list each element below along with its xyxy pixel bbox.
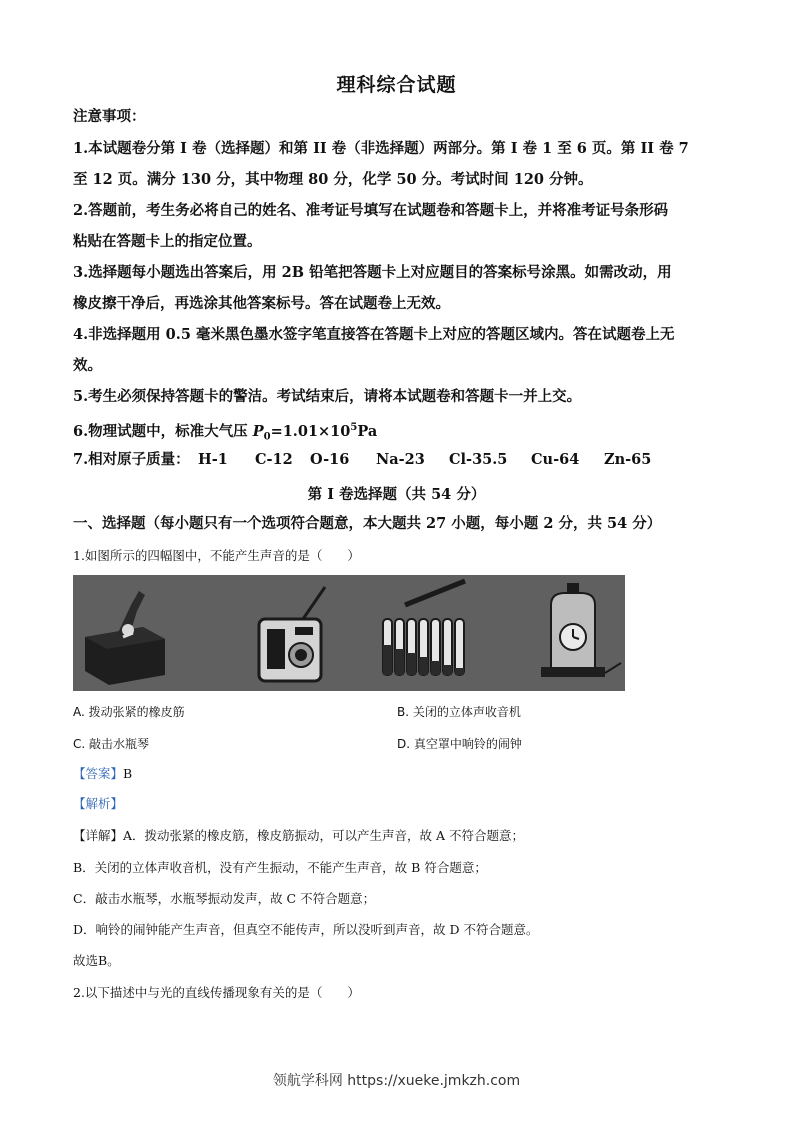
notice-item-7: [73, 450, 651, 470]
notice-item-2-line-1: 2.答题前，考生务必将自己的姓名、准考证号填写在试题卷和答题卡上，并将准考证号条形码: [73, 202, 669, 219]
pressure-subscript: 0: [263, 431, 271, 443]
item6-prefix: 6.物理试题中，标准大气压: [73, 422, 253, 440]
atom-mass: Na-23: [376, 451, 425, 468]
answer-label: 【答案】: [73, 766, 124, 781]
detail-line-3: C．敲击水瓶琴，水瓶琴振动发声，故 C 不符合题意；: [73, 891, 376, 906]
detail-line-1: 【详解】A．拨动张紧的橡皮筋，橡皮筋振动，可以产生声音，故 A 不符合题意；: [73, 828, 525, 843]
atom-mass: O-16: [310, 451, 350, 468]
answer-line: [73, 765, 132, 783]
atom-mass: Cu-64: [531, 451, 580, 468]
figure-illustration: [73, 575, 625, 691]
notice-item-5: 5.考生必须保持答题卡的警洁。考试结束后，请将本试题卷和答题卡一并上交。: [73, 388, 582, 405]
option-a: A. 拨动张紧的橡皮筋: [73, 705, 185, 719]
atom-mass: Cl-35.5: [449, 451, 508, 468]
notice-item-4-line-2: 效。: [73, 357, 102, 374]
analysis-label: 【解析】: [73, 796, 124, 811]
atomic-mass-label: 7.相对原子质量：: [73, 451, 190, 468]
notice-item-2-line-2: 粘贴在答题卡上的指定位置。: [73, 233, 262, 250]
question-1-stem: 1.如图所示的四幅图中，不能产生声音的是（ ）: [73, 548, 360, 563]
question-2-stem: 2.以下描述中与光的直线传播现象有关的是（ ）: [73, 985, 360, 1000]
atom-mass: C-12: [255, 451, 293, 468]
section-title: 第 I 卷选择题（共 54 分）: [307, 486, 486, 503]
notice-item-1-line-1: 1.本试题卷分第 I 卷（选择题）和第 II 卷（非选择题）两部分。第 I 卷 1 至 6 页。第 II 卷 7: [73, 140, 689, 157]
option-c: C. 敲击水瓶琴: [73, 737, 150, 751]
notice-heading: 注意事项：: [73, 108, 146, 125]
atom-mass: Zn-65: [604, 451, 652, 468]
option-d: D. 真空罩中响铃的闹钟: [397, 737, 522, 751]
pressure-exponent: 5: [350, 422, 358, 433]
atom-mass: H-1: [198, 451, 228, 468]
notice-item-4-line-1: 4.非选择题用 0.5 毫米黑色墨水签字笔直接答在答题卡上对应的答题区域内。答在试题卷上无: [73, 326, 675, 343]
pressure-unit: Pa: [357, 422, 378, 440]
pressure-symbol: P: [252, 422, 264, 440]
conclusion: 故选B。: [73, 953, 120, 968]
notice-item-1-line-2: 至 12 页。满分 130 分，其中物理 80 分，化学 50 分。考试时间 120 分钟。: [73, 171, 593, 188]
answer-value: B: [123, 766, 133, 781]
notice-item-3-line-2: 橡皮擦干净后，再选涂其他答案标号。答在试题卷上无效。: [73, 295, 450, 312]
footer-watermark: 领航学科网 https://xueke.jmkzh.com: [272, 1073, 521, 1089]
notice-item-6: [73, 418, 377, 448]
page-title: 理科综合试题: [336, 74, 457, 96]
part-heading: 一、选择题（每小题只有一个选项符合题意，本大题共 27 小题，每小题 2 分，共 54 分）: [73, 515, 662, 532]
question-1-figure: [73, 575, 625, 691]
notice-item-3-line-1: 3.选择题每小题选出答案后，用 2B 铅笔把答题卡上对应题目的答案标号涂黑。如需改动，用: [73, 264, 672, 281]
detail-line-4: D．响铃的闹钟能产生声音，但真空不能传声，所以没听到声音，故 D 不符合题意。: [73, 922, 539, 937]
pressure-value: =1.01×10: [270, 422, 351, 440]
option-b: B. 关闭的立体声收音机: [397, 705, 521, 719]
detail-line-2: B．关闭的立体声收音机，没有产生振动，不能产生声音，故 B 符合题意；: [73, 860, 487, 875]
